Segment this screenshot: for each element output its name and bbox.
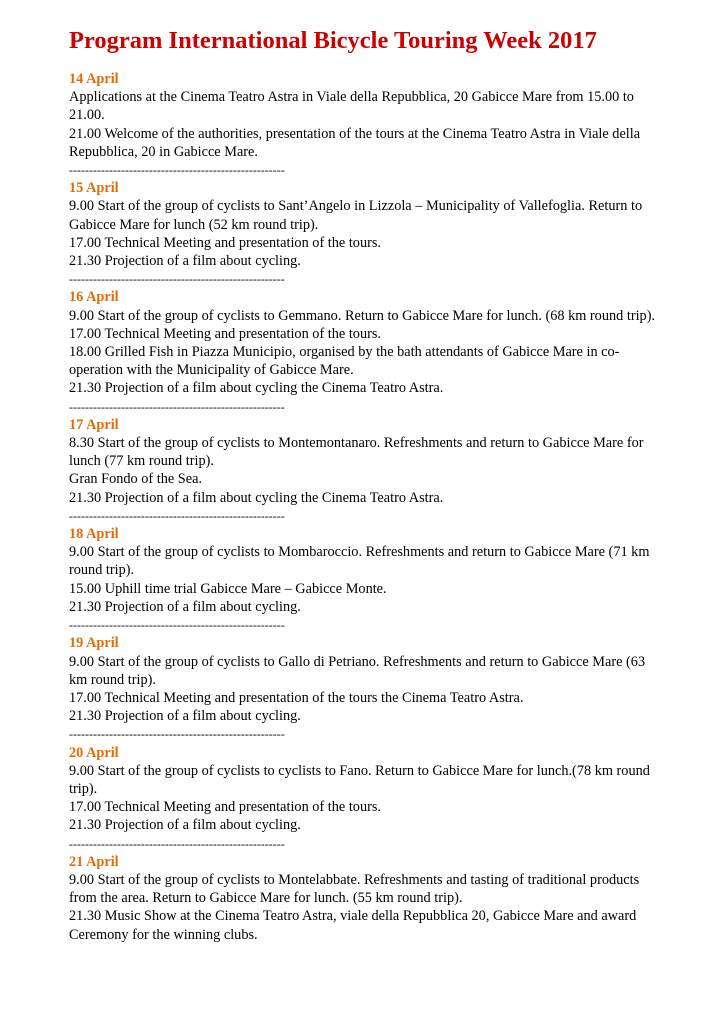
day-heading: 14 April (69, 71, 119, 87)
schedule-line: 8.30 Start of the group of cyclists to Montemontanaro. Refreshments and return to Gabicce Mare for lunch (77 km round trip). (69, 435, 644, 470)
schedule-line: 21.30 Projection of a film about cycling. (69, 253, 301, 270)
day-heading: 19 April (69, 635, 119, 652)
schedule-line: 9.00 Start of the group of cyclists to Sant’Angelo in Lizzola – Municipality of Vallefoglia. Return to Gabicce Mare for lunch (52 km round trip). (69, 198, 643, 233)
day-section-19-april (69, 634, 659, 725)
day-heading: 16 April (69, 289, 119, 306)
schedule-line: 9.00 Start of the group of cyclists to cyclists to Fano. Return to Gabicce Mare for lunch.(78 km round trip). (69, 762, 650, 797)
day-section-21-april (69, 853, 659, 944)
day-section-16-april (69, 288, 659, 397)
schedule-line: 9.00 Start of the group of cyclists to Mombaroccio. Refreshments and return to Gabicce Mare (71 km round trip). (69, 544, 650, 579)
schedule-line: 21.30 Projection of a film about cycling the Cinema Teatro Astra. (69, 489, 444, 506)
schedule-line: 21.30 Projection of a film about cycling. (69, 708, 301, 725)
separator-line: ------------------------------------------------------ (69, 399, 285, 414)
day-heading: 20 April (69, 744, 119, 761)
schedule-line: 9.00 Start of the group of cyclists to Gemmano. Return to Gabicce Mare for lunch. (68 km round trip). (69, 307, 656, 324)
separator-line: ------------------------------------------------------ (69, 272, 285, 287)
separator-line: ------------------------------------------------------ (69, 163, 285, 178)
day-heading: 15 April (69, 180, 119, 197)
page-title: Program International Bicycle Touring Week 2017 (69, 27, 597, 54)
day-section-14-april (69, 70, 659, 161)
schedule-line: 18.00 Grilled Fish in Piazza Municipio, organised by the bath attendants of Gabicce Mare in co-operation with the Municipality of Gabicce Mare. (69, 344, 620, 379)
schedule-line: Applications at the Cinema Teatro Astra in Viale della Repubblica, 20 Gabicce Mare from 15.00 to 21.00. (69, 89, 634, 124)
schedule-line: 9.00 Start of the group of cyclists to Montelabbate. Refreshments and tasting of traditional products from the area. Return to Gabicce Mare for lunch. (55 km round trip). (69, 871, 640, 907)
separator-line: ------------------------------------------------------ (69, 836, 285, 851)
schedule-line: 21.30 Projection of a film about cycling. (69, 598, 301, 615)
schedule-line: 21.30 Projection of a film about cycling the Cinema Teatro Astra. (69, 380, 444, 397)
schedule-line: Gran Fondo of the Sea. (69, 471, 203, 488)
day-heading: 18 April (69, 526, 119, 543)
schedule-line: 15.00 Uphill time trial Gabicce Mare – Gabicce Monte. (69, 580, 387, 597)
schedule-line: 21.30 Music Show at the Cinema Teatro Astra, viale della Repubblica 20, Gabicce Mare and award Ceremony for the winning clubs. (69, 908, 637, 943)
day-section-17-april (69, 416, 659, 507)
schedule-line: 17.00 Technical Meeting and presentation of the tours. (69, 799, 381, 816)
schedule-line: 17.00 Technical Meeting and presentation of the tours the Cinema Teatro Astra. (69, 689, 524, 706)
day-section-20-april (69, 744, 659, 835)
day-heading: 21 April (69, 853, 119, 870)
separator-line: ------------------------------------------------------ (69, 508, 285, 523)
separator-line: ------------------------------------------------------ (69, 618, 285, 633)
schedule-line: 9.00 Start of the group of cyclists to Gallo di Petriano. Refreshments and return to Gabicce Mare (63 km round trip). (69, 653, 646, 688)
day-section-15-april (69, 179, 659, 270)
separator-line: ------------------------------------------------------ (69, 727, 285, 742)
day-section-18-april (69, 525, 659, 616)
schedule-line: 21.30 Projection of a film about cycling. (69, 817, 301, 834)
schedule-line: 21.00 Welcome of the authorities, presentation of the tours at the Cinema Teatro Astra in Viale della Repubblica, 20 in Gabicce Mare. (69, 125, 641, 160)
schedule-line: 17.00 Technical Meeting and presentation of the tours. (69, 234, 381, 251)
document-page (69, 26, 659, 944)
day-heading: 17 April (69, 416, 119, 433)
schedule-line: 17.00 Technical Meeting and presentation of the tours. (69, 325, 381, 342)
